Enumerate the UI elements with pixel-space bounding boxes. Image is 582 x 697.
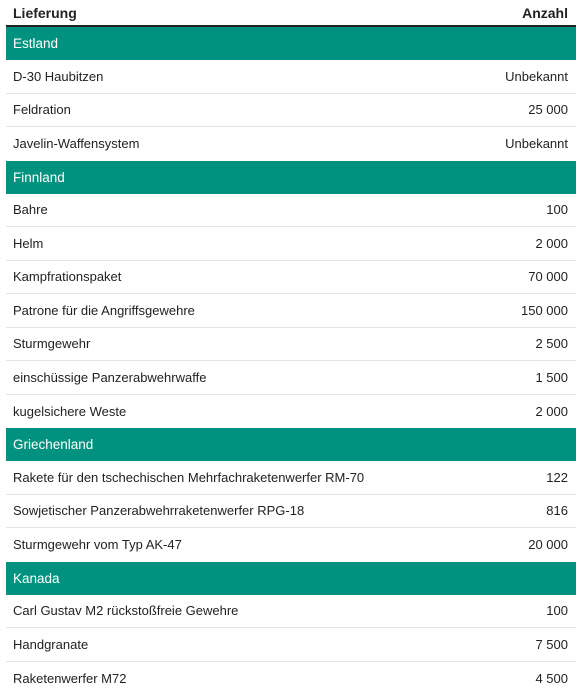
row-item-name: Javelin-Waffensystem (13, 136, 140, 152)
column-header-item: Lieferung (13, 4, 77, 21)
row-item-name: Sturmgewehr (13, 336, 91, 352)
row-item-name: D-30 Haubitzen (13, 68, 104, 84)
row-item-name: Carl Gustav M2 rückstoßfreie Gewehre (13, 603, 239, 619)
table-row (6, 227, 576, 261)
column-header-quantity: Anzahl (522, 4, 568, 21)
row-item-name: Sowjetischer Panzerabwehrraketenwerfer RPG-18 (13, 503, 305, 519)
table-row (6, 294, 576, 328)
row-quantity: 816 (546, 503, 568, 519)
row-quantity: 1 500 (535, 369, 568, 385)
table-row (6, 495, 576, 529)
table-row (6, 60, 576, 94)
row-item-name: Helm (13, 235, 44, 251)
row-item-name: Rakete für den tschechischen Mehrfachraketenwerfer RM-70 (13, 469, 365, 485)
table-row (6, 127, 576, 161)
table-row (6, 461, 576, 495)
row-quantity: 70 000 (528, 269, 568, 285)
table-row (6, 194, 576, 228)
row-quantity: 100 (546, 603, 568, 619)
table-row (6, 395, 576, 429)
table-row (6, 528, 576, 562)
table-row (6, 94, 576, 128)
row-quantity: 122 (546, 469, 568, 485)
row-quantity: 25 000 (528, 102, 568, 118)
row-quantity: 150 000 (521, 302, 568, 318)
deliveries-table (6, 0, 576, 695)
table-row (6, 595, 576, 629)
row-item-name: Handgranate (13, 636, 89, 652)
table-row (6, 261, 576, 295)
row-quantity: 7 500 (535, 636, 568, 652)
row-quantity: Unbekannt (505, 136, 568, 152)
row-item-name: Sturmgewehr vom Typ AK-47 (13, 537, 182, 553)
row-item-name: einschüssige Panzerabwehrwaffe (13, 369, 207, 385)
table-body (6, 27, 576, 695)
row-quantity: 2 500 (535, 336, 568, 352)
table-row (6, 628, 576, 662)
row-quantity: 2 000 (535, 403, 568, 419)
group-header: Estland (6, 27, 576, 60)
row-quantity: 20 000 (528, 537, 568, 553)
row-item-name: kugelsichere Weste (13, 403, 127, 419)
table-row (6, 662, 576, 696)
group-header: Griechenland (6, 428, 576, 461)
group-header: Kanada (6, 562, 576, 595)
table-row (6, 361, 576, 395)
row-quantity: 4 500 (535, 670, 568, 686)
row-item-name: Bahre (13, 202, 48, 218)
table-row (6, 328, 576, 362)
row-item-name: Feldration (13, 102, 71, 118)
row-item-name: Patrone für die Angriffsgewehre (13, 302, 195, 318)
row-quantity: Unbekannt (505, 68, 568, 84)
row-item-name: Raketenwerfer M72 (13, 670, 127, 686)
row-quantity: 100 (546, 202, 568, 218)
row-quantity: 2 000 (535, 235, 568, 251)
table-header (6, 0, 576, 27)
group-header: Finnland (6, 161, 576, 194)
row-item-name: Kampfrationspaket (13, 269, 122, 285)
